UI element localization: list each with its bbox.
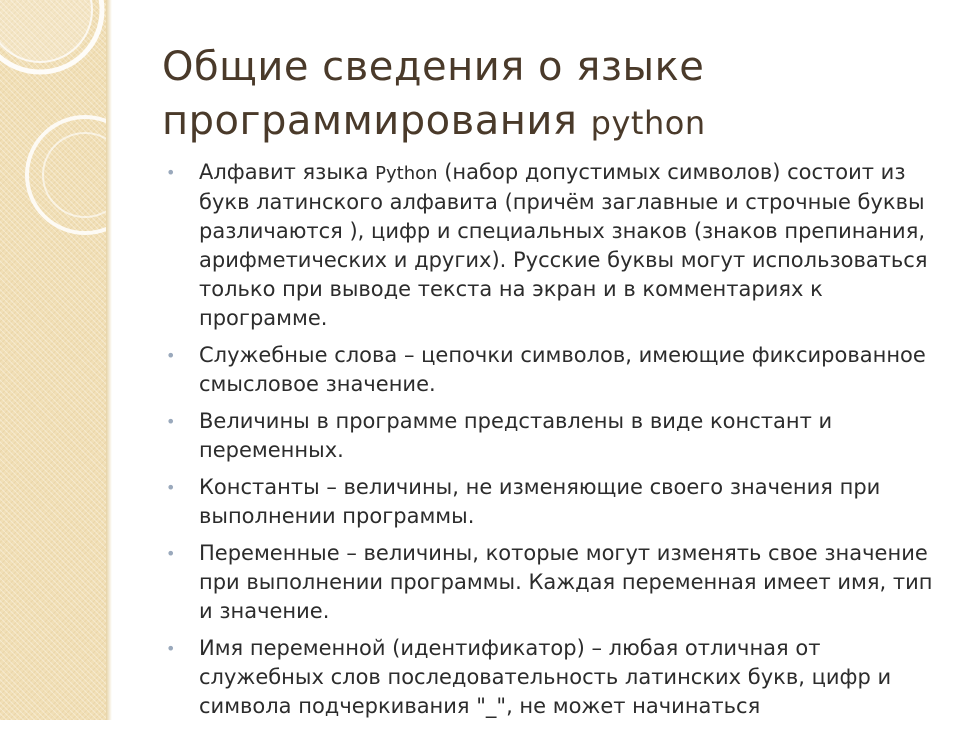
bullet-marker-icon: • <box>166 639 176 658</box>
bullet-variables <box>166 539 936 626</box>
bullet-python-word: Python <box>375 163 438 184</box>
bullet-text-continued: (набор допустимых символов) состоит из букв латинского алфавита (причём заглавные и строчные буквы различаются ), цифр и специальных знаков (знаков препинания, арифметических и других). Русские буквы могут использоваться только при выводе текста на экран и в комментариях к программе. <box>199 160 928 330</box>
bullet-marker-icon: • <box>166 544 176 563</box>
bullet-text: Имя переменной (идентификатор) – любая отличная от служебных слов последовательность латинских букв, цифр и символа подчеркивания "_", не может начинаться <box>199 636 892 718</box>
bullet-marker-icon: • <box>166 346 176 365</box>
title-line-2 <box>162 94 942 150</box>
title-line-2-text: программирования <box>162 98 578 144</box>
bullet-identifier <box>166 634 936 721</box>
bullet-text: Константы – величины, не изменяющие своего значения при выполнении программы. <box>199 475 881 528</box>
bullet-text: Служебные слова – цепочки символов, имеющие фиксированное смысловое значение. <box>199 343 926 396</box>
bullet-text: Переменные – величины, которые могут изменять свое значение при выполнении программы. Каждая переменная имеет имя, тип и значение. <box>199 541 933 623</box>
bullet-text: Алфавит языка <box>199 160 376 184</box>
bullet-list <box>166 158 936 729</box>
bullet-alphabet <box>166 158 936 333</box>
bullet-marker-icon: • <box>166 478 176 497</box>
title-line-1: Общие сведения о языке <box>162 44 705 90</box>
bullet-keywords <box>166 341 936 399</box>
decorative-circles <box>0 0 106 720</box>
bullet-marker-icon: • <box>166 163 176 182</box>
title-word-python: python <box>590 104 706 142</box>
bullet-text: Величины в программе представлены в виде констант и переменных. <box>199 409 833 462</box>
slide-title <box>162 40 942 150</box>
bullet-constants <box>166 473 936 531</box>
bullet-values <box>166 407 936 465</box>
bullet-marker-icon: • <box>166 412 176 431</box>
decorative-side-panel <box>0 0 106 720</box>
side-panel-edge <box>106 0 112 720</box>
